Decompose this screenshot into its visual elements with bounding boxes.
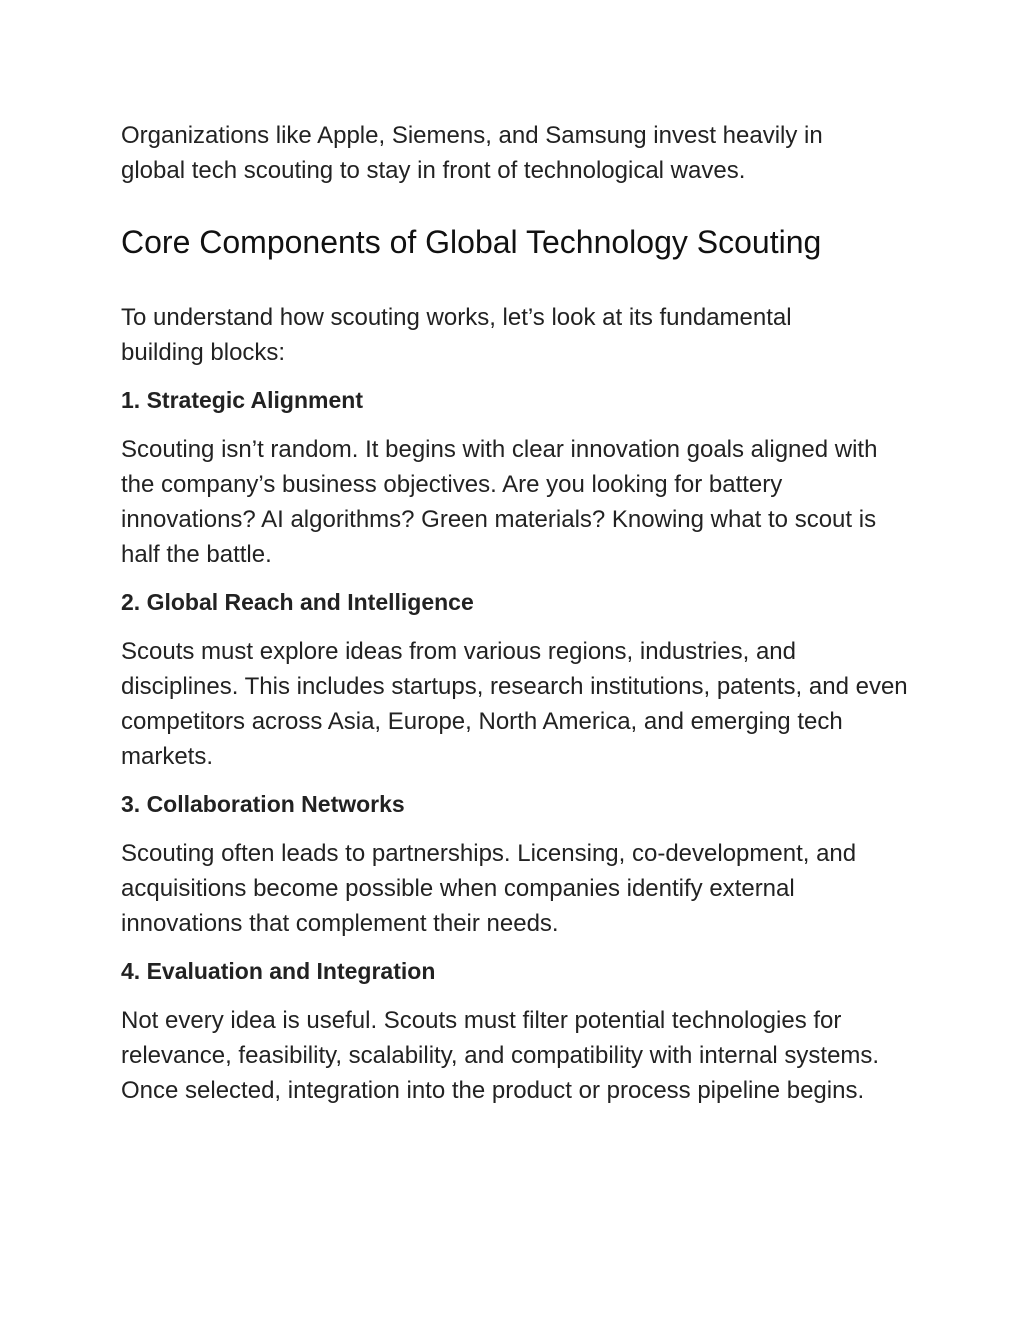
component-text-1: Scouting isn’t random. It begins with clear innovation goals aligned with the company’s business objectives. Are you looking for battery innovations? AI algorithms? Green materials? Knowing what to scout is half the battle.	[121, 436, 878, 568]
lead-paragraph: To understand how scouting works, let’s look at its fundamental building blocks:	[121, 304, 792, 366]
component-heading-2: 2. Global Reach and Intelligence	[121, 589, 474, 615]
component-heading-3: 3. Collaboration Networks	[121, 791, 405, 817]
document-content	[121, 118, 911, 1108]
component-heading-4: 4. Evaluation and Integration	[121, 958, 436, 984]
intro-paragraph: Organizations like Apple, Siemens, and Samsung invest heavily in global tech scouting to stay in front of technological waves.	[121, 122, 823, 184]
component-text-3: Scouting often leads to partnerships. Licensing, co-development, and acquisitions become possible when companies identify external innovations that complement their needs.	[121, 840, 857, 937]
component-heading-1: 1. Strategic Alignment	[121, 387, 363, 413]
component-text-4: Not every idea is useful. Scouts must filter potential technologies for relevance, feasibility, scalability, and compatibility with internal systems. Once selected, integration into the product or process pipeline begins.	[121, 1007, 880, 1104]
component-text-2: Scouts must explore ideas from various regions, industries, and disciplines. This includes startups, research institutions, patents, and even competitors across Asia, Europe, North America, and emerging tech markets.	[121, 638, 908, 770]
section-heading: Core Components of Global Technology Scouting	[121, 224, 822, 260]
